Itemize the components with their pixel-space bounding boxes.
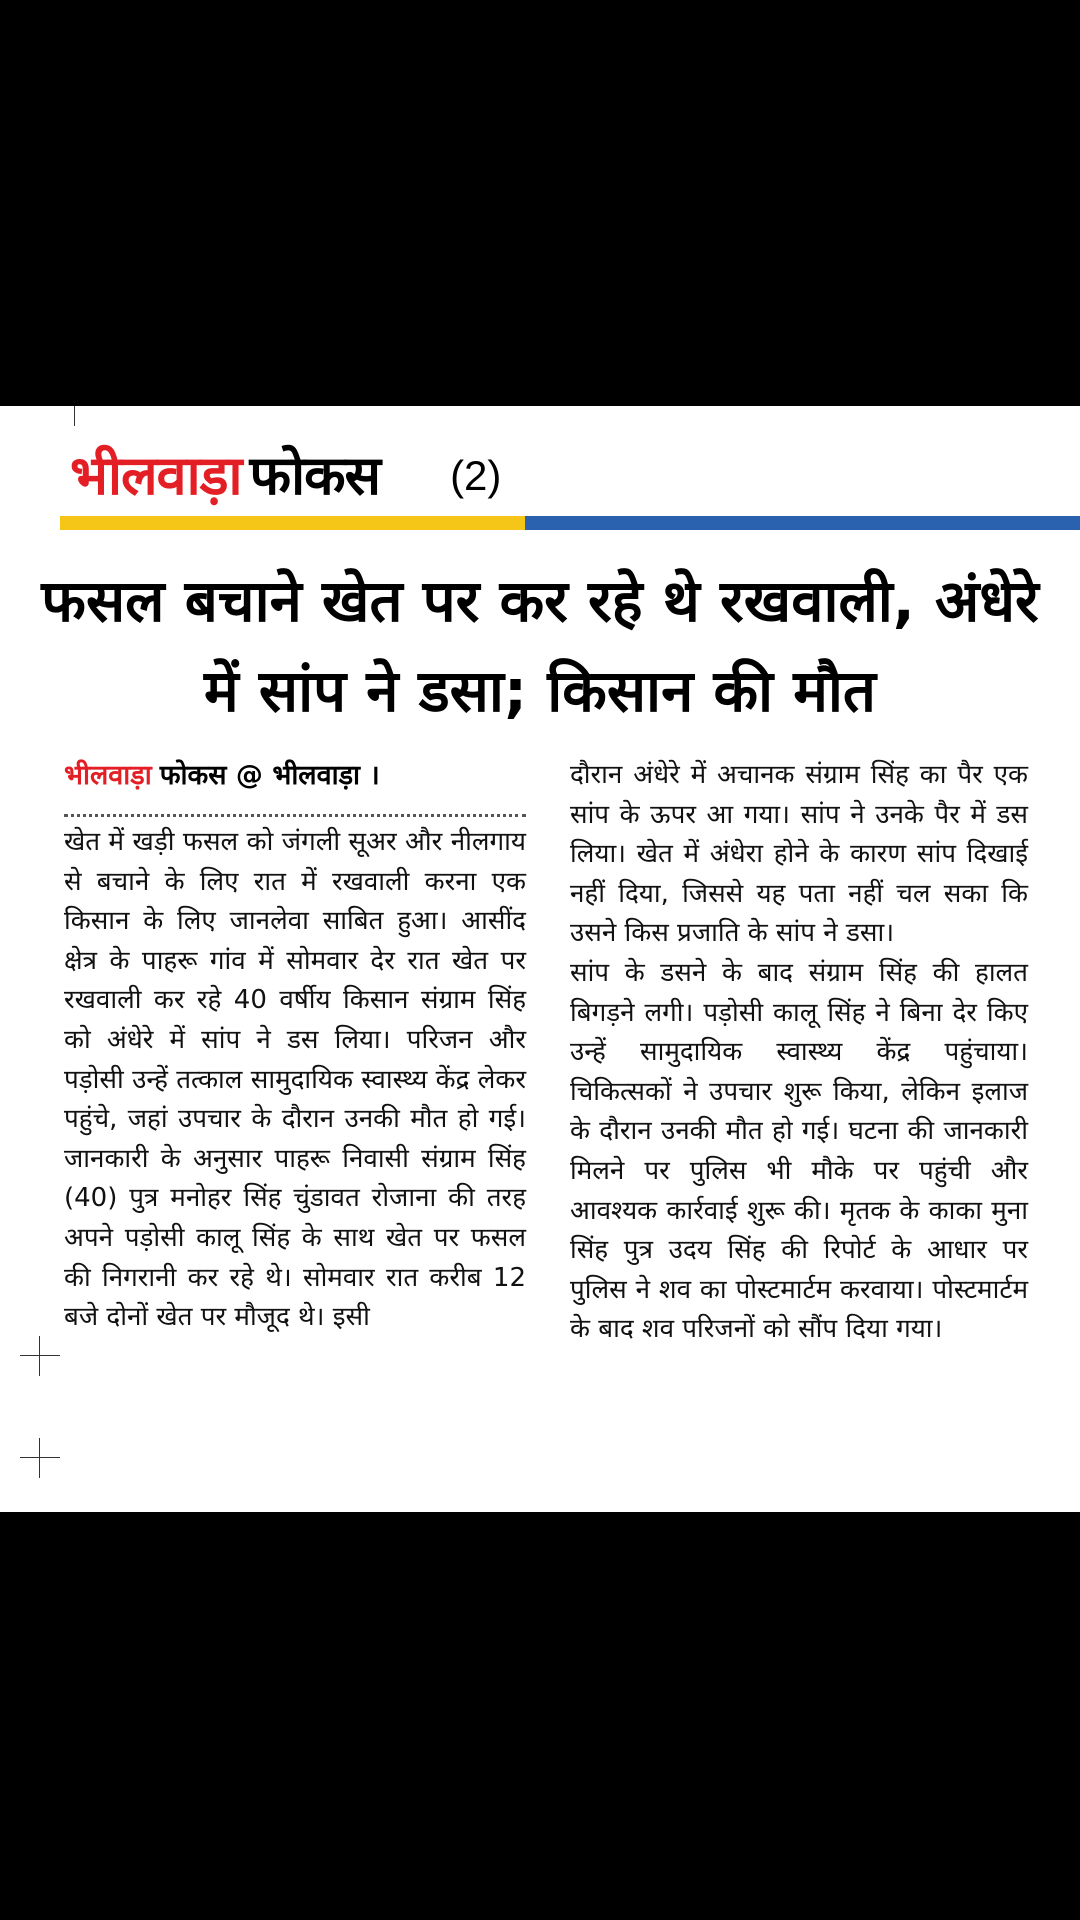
article-paragraph: खेत में खड़ी फसल को जंगली सूअर और नीलगाय से बचाने के लिए रात में रखवाली करना एक किसान के लिए जानलेवा साबित हुआ। आसींद क्षेत्र के पाहरू गांव में सोमवार देर रात खेत पर रखवाली कर रहे 40 वर्षीय किसान संग्राम सिंह को अंधेरे में सांप ने डस लिया। परिजन और पड़ोसी उन्हें तत्काल सामुदायिक स्वास्थ्य केंद्र लेकर पहुंचे, जहां उपचार के दौरान उनकी मौत हो गई।जानकारी के अनुसार पाहरू निवासी संग्राम सिंह (40) पुत्र मनोहर सिंह चुंडावत रोजाना की तरह अपने पड़ोसी कालू सिंह के साथ खेत पर फसल की निगरानी कर रहे थे। सोमवार रात करीब 12 बजे दोनों खेत पर मौजूद थे। इसी	[64, 827, 526, 1333]
registration-mark-icon	[20, 1336, 60, 1376]
byline-place-red: भीलवाड़ा	[64, 760, 152, 792]
page-number: (2)	[450, 452, 502, 499]
newspaper-brand-black: फोकस	[249, 444, 381, 507]
registration-mark-icon	[20, 1438, 60, 1478]
article-headline: फसल बचाने खेत पर कर रहे थे रखवाली, अंधेरे में सांप ने डसा; किसान की मौत	[41, 567, 1039, 725]
article-paragraph: सांप के डसने के बाद संग्राम सिंह की हालत बिगड़ने लगी। पड़ोसी कालू सिंह ने बिना देर किए उन्हें सामुदायिक स्वास्थ्य केंद्र पहुंचाया। चिकित्सकों ने उपचार शुरू किया, लेकिन इलाज के दौरान उनकी मौत हो गई। घटना की जानकारी मिलने पर पुलिस भी मौके पर पहुंची और आवश्यक कार्रवाई शुरू की। मृतक के काका मुना सिंह पुत्र उदय सिंह की रिपोर्ट के आधार पर पुलिस ने शव का पोस्टमार्टम करवाया। पोस्टमार्टम के बाद शव परिजनों को सौंप दिया गया।	[570, 957, 1028, 1345]
byline-source: फोकस @ भीलवाड़ा ।	[159, 760, 380, 792]
article-paragraph: दौरान अंधेरे में अचानक संग्राम सिंह का पैर एक सांप के ऊपर आ गया। सांप ने उनके पैर में डस लिया। खेत में अंधेरा होने के कारण सांप दिखाई नहीं दिया, जिससे यह पता नहीं चल सका कि उसने किस प्रजाति के सांप ने डसा।	[570, 760, 1028, 949]
article-column-left	[64, 756, 526, 1338]
masthead-rule-yellow	[60, 516, 525, 530]
byline-divider	[64, 814, 526, 817]
masthead	[70, 436, 501, 516]
masthead-rule-blue	[525, 516, 1080, 530]
article-column-right	[570, 756, 1028, 1350]
byline	[64, 756, 526, 796]
registration-mark-icon	[55, 406, 95, 426]
newspaper-brand-red: भीलवाड़ा	[70, 444, 242, 507]
newspaper-clipping	[0, 406, 1080, 1512]
